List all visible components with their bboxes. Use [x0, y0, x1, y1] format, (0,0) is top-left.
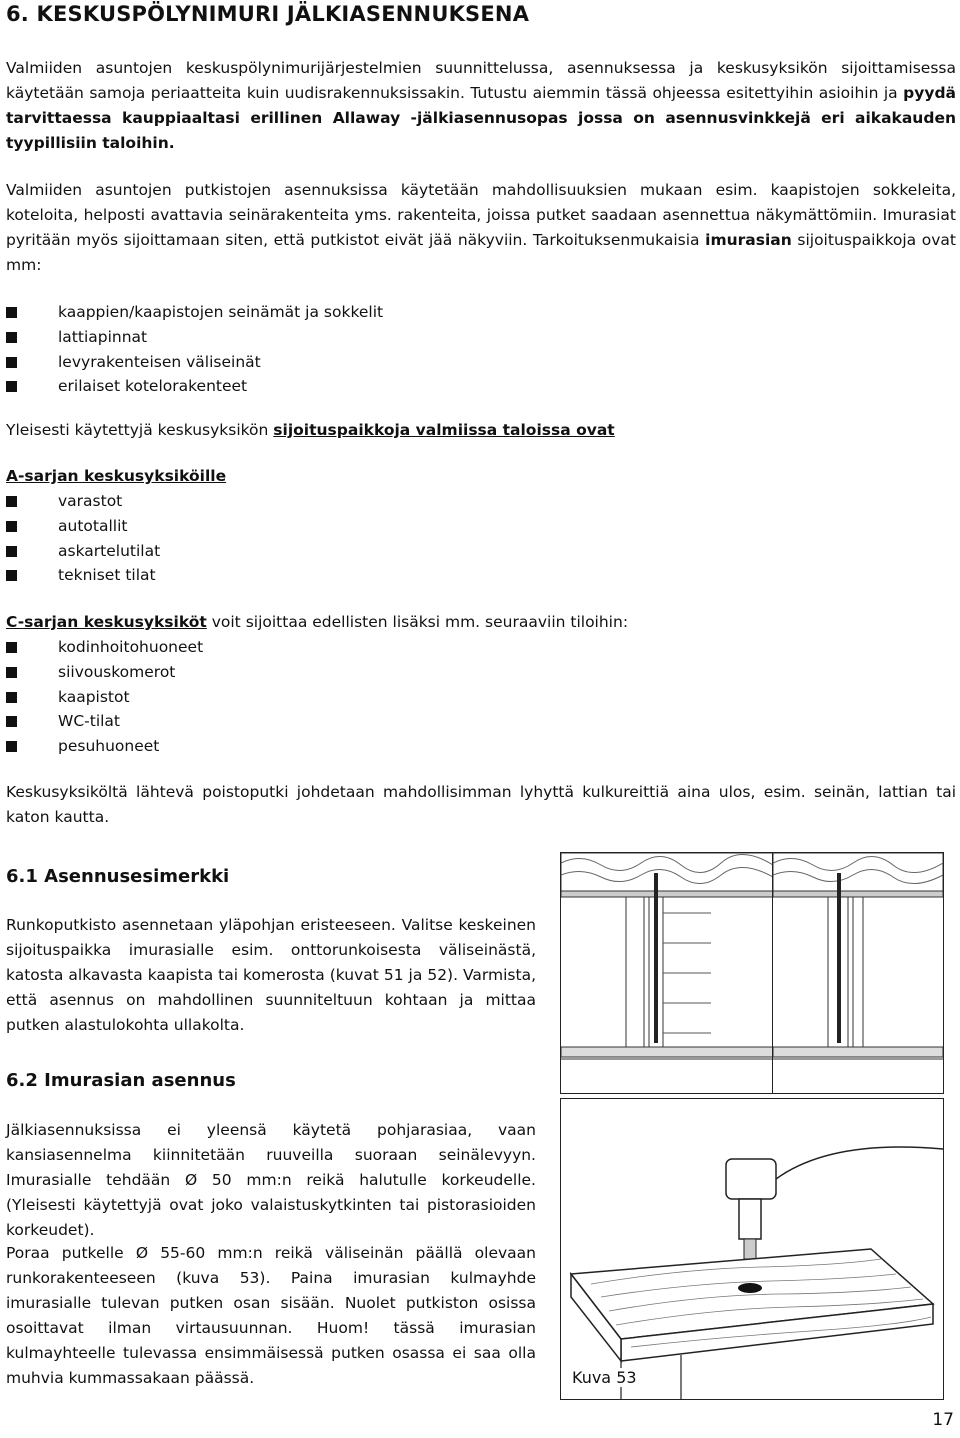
- unit-location-bold: sijoituspaikkoja valmiissa taloissa ovat: [273, 421, 615, 439]
- list-item: levyrakenteisen väliseinät: [6, 350, 383, 375]
- unit-location-text: Yleisesti käytettyjä keskusyksikön: [6, 421, 274, 439]
- list-item: kaapistot: [6, 685, 203, 710]
- intro-text: Valmiiden asuntojen keskuspölynimurijärjestelmien suunnittelussa, asennuksessa ja keskusyksikön sijoittamisessa käytetään samoja periaatteita kuin uudisrakennuksissakin. Tutustu aiemmin tässä ohjeessa esitettyihin asioihin ja: [6, 59, 956, 102]
- pipe-paragraph: [6, 178, 956, 278]
- list-item: siivouskomerot: [6, 660, 203, 685]
- figure-53-drawing: [561, 1099, 943, 1399]
- list-item: tekniset tilat: [6, 563, 160, 588]
- figure-52-drawing: [773, 853, 943, 1093]
- list-item: autotallit: [6, 514, 160, 539]
- list-item: erilaiset kotelorakenteet: [6, 374, 383, 399]
- c-series-text: voit sijoittaa edellisten lisäksi mm. seuraaviin tiloihin:: [206, 613, 629, 631]
- c-series-list: [6, 635, 203, 759]
- pipe-bold-text: imurasian: [705, 231, 792, 249]
- socket-install-paragraph: Jälkiasennuksissa ei yleensä käytetä pohjarasiaa, vaan kansiasennelma kiinnitetään ruuveilla suoraan seinälevyyn. Imurasialle tehdään Ø 50 mm:n reikä halutulle korkeudelle. (Yleisesti käytettyjä ovat joko valaistuskytkinten tai pistorasioiden korkeudet).: [6, 1121, 536, 1239]
- figure-53-caption: Kuva 53: [566, 1368, 643, 1387]
- socket-location-list: [6, 300, 383, 399]
- section-6-2-heading: 6.2 Imurasian asennus: [6, 1070, 236, 1091]
- a-series-list: [6, 489, 160, 588]
- page-number: 17: [932, 1410, 954, 1430]
- list-item: varastot: [6, 489, 160, 514]
- drilling-paragraph: Poraa putkelle Ø 55-60 mm:n reikä väliseinän päällä olevaan runkorakenteeseen (kuva 53). Paina imurasian kulmayhde imurasialle tulevan putken osan sisään. Nuolet putkiston osissa osoittavat ilman virtausuunnan. Huom! tässä imurasian kulmayhteelle tulevassa ensimmäisessä putken osassa ei saa olla muhvia kummassakaan päässä.: [6, 1244, 536, 1387]
- a-series-heading: A-sarjan keskusyksiköille: [6, 467, 227, 485]
- intro-bold-text: pyydä tarvittaessa kauppiaaltasi erillinen Allaway -jälkiasennusopas jossa on asennusvinkkejä eri aikakauden tyypillisiin taloihin.: [6, 84, 956, 152]
- section-6-1-heading: 6.1 Asennusesimerkki: [6, 866, 230, 887]
- figure-52: [772, 852, 944, 1094]
- list-item: kaappien/kaapistojen seinämät ja sokkelit: [6, 300, 383, 325]
- list-item: lattiapinnat: [6, 325, 383, 350]
- unit-location-intro: [6, 418, 615, 443]
- list-item: askartelutilat: [6, 539, 160, 564]
- figure-51-drawing: [561, 853, 773, 1093]
- c-series-heading: [6, 610, 628, 635]
- example-paragraph: Runkoputkisto asennetaan yläpohjan eristeeseen. Valitse keskeinen sijoituspaikka imurasialle esim. onttorunkoisesta väliseinästä, katosta alkavasta kaapista tai komerosta (kuvat 51 ja 52). Varmista, että asennus on mahdollinen suunniteltuun kohtaan ja mittaa putken alastulokohta ullakolta.: [6, 916, 536, 1034]
- figure-53: [560, 1098, 944, 1400]
- list-item: pesuhuoneet: [6, 734, 203, 759]
- pipe-text-end: sijoituspaikkoja ovat mm:: [6, 231, 957, 274]
- list-item: WC-tilat: [6, 709, 203, 734]
- pipe-text: Valmiiden asuntojen putkistojen asennuksissa käytetään mahdollisuuksien mukaan esim. kaapistojen sokkeleita, koteloita, helposti avattavia seinärakenteita yms. rakenteita, joissa putket saadaan asennettua näkymättömiin. Imurasiat pyritään myös sijoittamaan siten, että putkistot eivät jää näkyviin. Tarkoituksenmukaisia: [6, 181, 956, 249]
- page-title: 6. KESKUSPÖLYNIMURI JÄLKIASENNUKSENA: [6, 2, 530, 26]
- exhaust-paragraph: Keskusyksiköltä lähtevä poistoputki johdetaan mahdollisimman lyhyttä kulkureittiä aina ulos, esim. seinän, lattian tai katon kautta.: [6, 783, 956, 826]
- list-item: kodinhoitohuoneet: [6, 635, 203, 660]
- intro-paragraph: [6, 56, 956, 156]
- c-series-bold: C-sarjan keskusyksiköt: [6, 613, 207, 631]
- figure-51: [560, 852, 774, 1094]
